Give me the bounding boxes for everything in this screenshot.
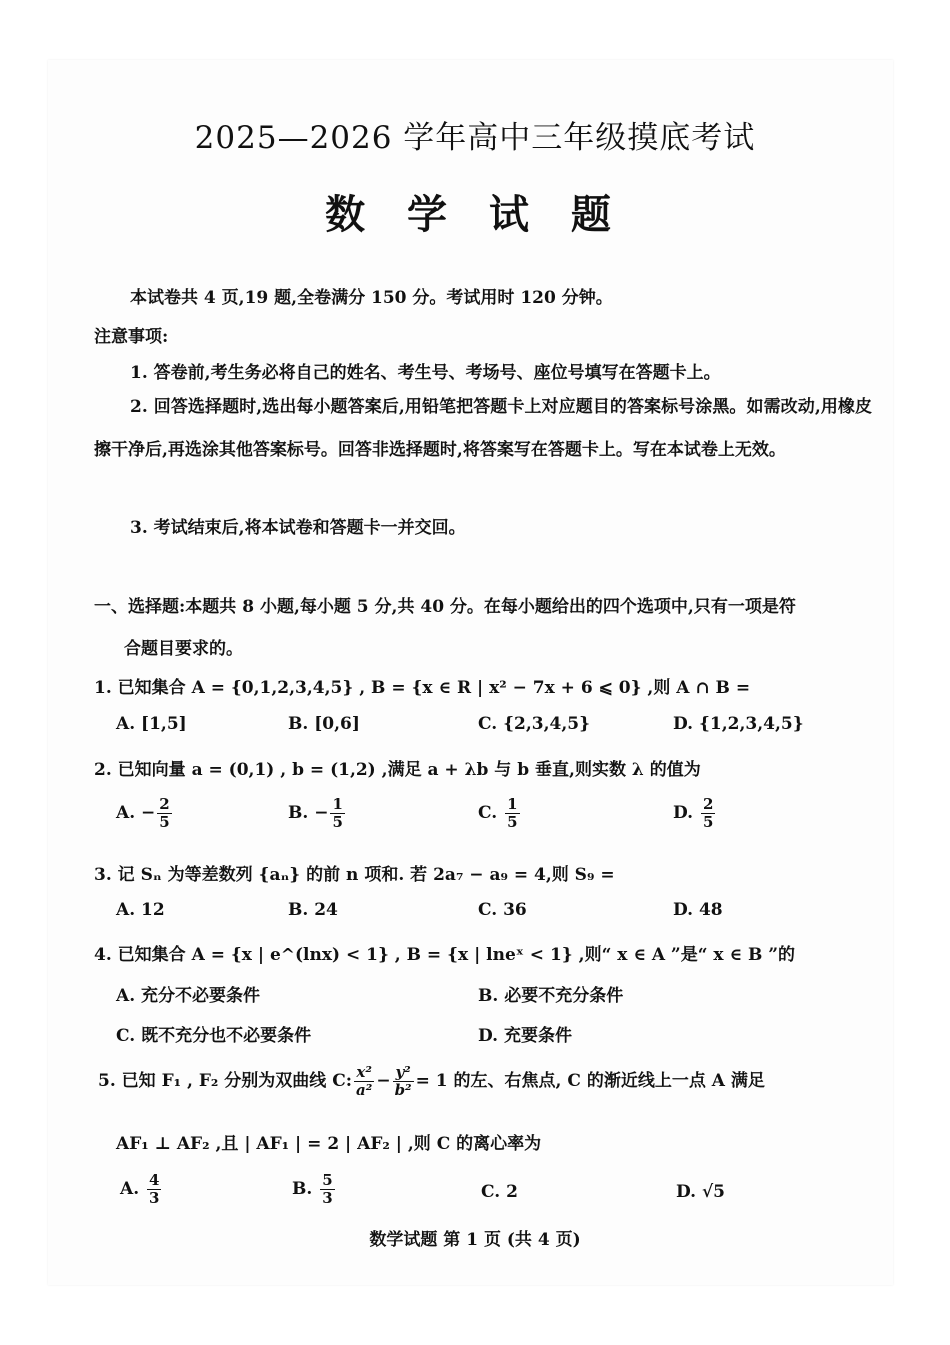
fraction [147, 1172, 161, 1207]
minus-sign: − [376, 1071, 391, 1091]
question-2-option-d [673, 796, 717, 831]
fraction [701, 796, 715, 831]
option-label: B. [292, 1179, 313, 1199]
question-2-stem: 2. 已知向量 a = (0,1) , b = (1,2) ,满足 a + λb 与 b 垂直,则实数 λ 的值为 [94, 760, 701, 780]
denominator: 5 [702, 813, 714, 831]
option-label: D. [673, 803, 694, 823]
question-1-option-d: D. {1,2,3,4,5} [673, 714, 804, 734]
denominator: 5 [507, 813, 518, 831]
fraction [505, 796, 519, 831]
question-1-option-b: B. [0,6] [288, 714, 360, 734]
option-sign: − [314, 803, 329, 823]
denominator: 5 [332, 813, 343, 831]
notice-item-2: 2. 回答选择题时,选出每小题答案后,用铅笔把答题卡上对应题目的答案标号涂黑。如需改动,用橡皮擦干净后,再选涂其他答案标号。回答非选择题时,将答案写在答题卡上。写在本试卷上无效。 [94, 397, 872, 460]
question-4-stem: 4. 已知集合 A = {x | e^(lnx) < 1} , B = {x | lneˣ < 1} ,则“ x ∈ A ”是“ x ∈ B ”的 [94, 945, 796, 965]
question-3-option-d: D. 48 [673, 900, 723, 920]
question-4-option-a: A. 充分不必要条件 [116, 986, 261, 1006]
option-sign: − [141, 803, 156, 823]
question-5-option-d [676, 1182, 725, 1202]
denominator: a² [356, 1081, 373, 1099]
denominator: b² [394, 1081, 412, 1099]
exam-title: 2025—2026 学年高中三年级摸底考试 [194, 120, 756, 156]
question-1-option-a: A. [1,5] [116, 714, 187, 734]
question-1-option-c: C. {2,3,4,5} [478, 714, 591, 734]
fraction [320, 1172, 334, 1207]
numerator: 5 [322, 1171, 333, 1189]
notice-heading: 注意事项: [94, 327, 169, 347]
numerator: 2 [702, 795, 714, 813]
question-5-option-c [481, 1182, 518, 1202]
option-label: A. [116, 803, 136, 823]
question-4-option-b: B. 必要不充分条件 [478, 986, 624, 1006]
intro-text: 本试卷共 4 页,19 题,全卷满分 150 分。考试用时 120 分钟。 [130, 288, 613, 308]
question-4-option-c: C. 既不充分也不必要条件 [116, 1026, 312, 1046]
fraction [393, 1064, 414, 1099]
question-3-option-a: A. 12 [116, 900, 165, 920]
numerator: 1 [332, 795, 343, 813]
numerator: 2 [159, 795, 170, 813]
numerator: 4 [149, 1171, 160, 1189]
notice-item-1: 1. 答卷前,考生务必将自己的姓名、考生号、考场号、座位号填写在答题卡上。 [130, 363, 721, 383]
question-5-stem [98, 1064, 765, 1099]
denominator: 5 [159, 813, 170, 831]
fraction [354, 1064, 374, 1099]
question-1-stem: 1. 已知集合 A = {0,1,2,3,4,5} , B = {x ∈ R | x² − 7x + 6 ⩽ 0} ,则 A ∩ B = [94, 678, 751, 698]
notice-item-3: 3. 考试结束后,将本试卷和答题卡一并交回。 [130, 518, 466, 538]
denominator: 3 [322, 1189, 333, 1207]
question-5-option-a [120, 1172, 163, 1207]
option-value: √5 [701, 1182, 725, 1202]
question-3-option-b: B. 24 [288, 900, 338, 920]
question-2-option-c [478, 796, 522, 831]
stem-suffix: = 1 的左、右焦点, C 的渐近线上一点 A 满足 [415, 1071, 765, 1091]
numerator: y² [393, 1064, 414, 1082]
numerator: x² [354, 1064, 374, 1082]
question-2-option-a [116, 796, 174, 831]
option-value: 2 [506, 1182, 518, 1202]
numerator: 1 [507, 795, 518, 813]
stem-prefix: 5. 已知 F₁ , F₂ 分别为双曲线 C: [98, 1071, 353, 1091]
question-3-stem: 3. 记 Sₙ 为等差数列 {aₙ} 的前 n 项和. 若 2a₇ − a₉ = 4,则 S₉ = [94, 865, 615, 885]
option-label: C. [478, 803, 498, 823]
option-label: B. [288, 803, 309, 823]
option-label: C. [481, 1182, 501, 1202]
question-2-option-b [288, 796, 347, 831]
page-footer: 数学试题 第 1 页 (共 4 页) [369, 1230, 581, 1250]
question-5-stem-line2: AF₁ ⊥ AF₂ ,且 | AF₁ | = 2 | AF₂ | ,则 C 的离心率为 [116, 1134, 542, 1154]
fraction [330, 796, 344, 831]
question-3-option-c: C. 36 [478, 900, 527, 920]
fraction [157, 796, 171, 831]
section-heading: 一、选择题:本题共 8 小题,每小题 5 分,共 40 分。在每小题给出的四个选项中,只有一项是符 [94, 597, 796, 617]
option-label: A. [120, 1179, 140, 1199]
denominator: 3 [149, 1189, 160, 1207]
question-5-option-b [292, 1172, 337, 1207]
subject-title: 数 学 试 题 [325, 191, 625, 238]
section-heading-line2: 合题目要求的。 [124, 639, 243, 659]
option-label: D. [676, 1182, 697, 1202]
question-4-option-d: D. 充要条件 [478, 1026, 572, 1046]
